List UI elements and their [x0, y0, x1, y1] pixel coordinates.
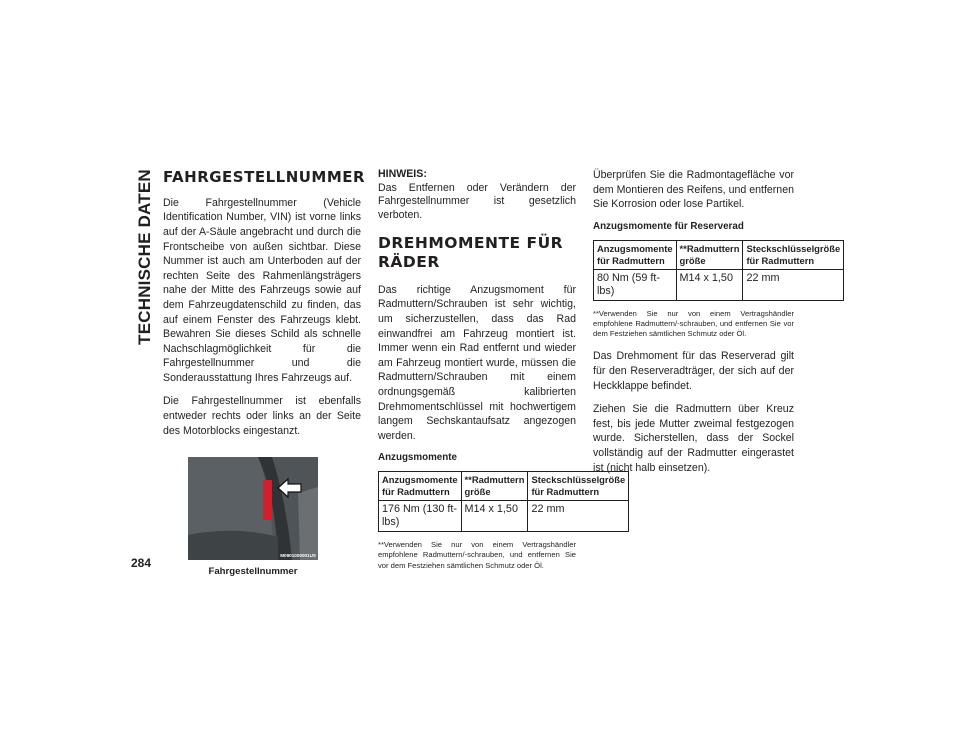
note-box [378, 168, 576, 222]
vin-location-photo [188, 457, 318, 560]
spare-table-row [594, 269, 844, 300]
note-text: Das Entfernen oder Verändern der Fahrgestellnummer ist gesetzlich verboten. [378, 181, 576, 221]
side-mirror [298, 487, 318, 560]
vin-photo-illustration [188, 457, 318, 560]
torque-table-row [379, 501, 629, 532]
spare-table-cell: 22 mm [743, 269, 844, 300]
spare-intro: Überprüfen Sie die Radmontagefläche vor dem Montieren des Reifens, und entfernen Sie Korrosion oder lose Partikel. [593, 169, 794, 211]
torque-table-cell: 176 Nm (130 ft-lbs) [379, 501, 462, 532]
side-section-title [131, 169, 159, 345]
note-label: HINWEIS: [378, 168, 427, 180]
torque-table-title: Anzugsmomente [378, 452, 457, 464]
column-vin [163, 168, 366, 578]
spare-table [593, 240, 844, 301]
torque-table-header: **Radmuttern größe [461, 472, 528, 501]
figure-caption: Fahrgestellnummer [208, 566, 298, 578]
torque-paragraph: Das richtige Anzugsmoment für Radmuttern/Schrauben ist sehr wichtig, um sicherzustellen, dass das Rad einwandfrei am Fahrzeug montiert ist. Immer wenn ein Rad entfernt und wieder am Fahrzeug montiert wurde, müssen die Radmuttern/Schrauben mit einem ordnungsgemäß kalibrierten Drehmomentschlüssel mit hochwertigem langem Sechskantaufsatz angezogen werden. [378, 283, 576, 442]
spare-table-cell: M14 x 1,50 [676, 269, 743, 300]
spare-paragraph-1: Das Drehmoment für das Reserverad gilt für den Reserveradträger, der sich auf der Heckklappe befindet. [593, 350, 794, 392]
torque-table-header: Anzugsmomente für Radmuttern [379, 472, 462, 501]
spare-table-header-row [594, 240, 844, 269]
torque-table-cell: 22 mm [528, 501, 629, 532]
spare-paragraph-2: Ziehen Sie die Radmuttern über Kreuz fest, bis jede Mutter zweimal festgezogen wurde. Sicherstellen, dass der Sockel vollständig auf der Radmutter eingerastet ist (nicht halb einsetzen). [593, 403, 794, 474]
figure-code: M0901000001US [280, 553, 316, 559]
cowl-shadow [188, 531, 278, 560]
spare-table-header: Anzugsmomente für Radmuttern [594, 240, 677, 269]
torque-table [378, 471, 629, 532]
vin-paragraph-2: Die Fahrgestellnummer ist ebenfalls entweder rechts oder links an der Seite des Motorblocks eingestanzt. [163, 395, 361, 437]
torque-table-header: Steckschlüsselgröße für Radmuttern [528, 472, 629, 501]
spare-table-title: Anzugsmomente für Reserverad [593, 220, 744, 232]
torque-table-cell: M14 x 1,50 [461, 501, 528, 532]
vin-paragraph-1: Die Fahrgestellnummer (Vehicle Identification Number, VIN) ist vorne links auf der A-Säule angebracht und durch die Frontscheibe von außen sichtbar. Diese Nummer ist auch am Unterboden auf der rechten Seite des Rahmenlängsträgers nahe der Mitte des Fahrzeugs sowie auf dem Fahrzeugdatenschild zu finden, das auf einem Fenster des Fahrzeugs klebt. Bewahren Sie dieses Schild als schnelle Nachschlagmöglichkeit für die Fahrgestellnummer und die Sonderausstattung Ihres Fahrzeugs auf. [163, 196, 361, 384]
side-section-title-text: TECHNISCHE DATEN [135, 169, 154, 345]
torque-heading: DREHMOMENTE FÜR RÄDER [378, 234, 564, 272]
spare-table-header: **Radmuttern größe [676, 240, 743, 269]
torque-footnote: **Verwenden Sie nur von einem Vertragshändler empfohlene Radmuttern/-schrauben, und entfernen Sie vor dem Festziehen sämtlichen Schmutz oder Öl. [378, 540, 576, 570]
column-torque [378, 168, 626, 581]
spare-table-cell: 80 Nm (59 ft-lbs) [594, 269, 677, 300]
spare-footnote: **Verwenden Sie nur von einem Vertragshändler empfohlene Radmuttern/-schrauben, und entfernen Sie vor dem Festziehen sämtlichen Schmutz oder Öl. [593, 308, 794, 339]
vin-plate-marker [263, 480, 272, 520]
torque-table-header-row [379, 472, 629, 501]
column-spare [593, 168, 841, 484]
page-number: 284 [131, 556, 152, 570]
vin-heading: FAHRGESTELLNUMMER [163, 168, 366, 186]
spare-table-header: Steckschlüsselgröße für Radmuttern [743, 240, 844, 269]
